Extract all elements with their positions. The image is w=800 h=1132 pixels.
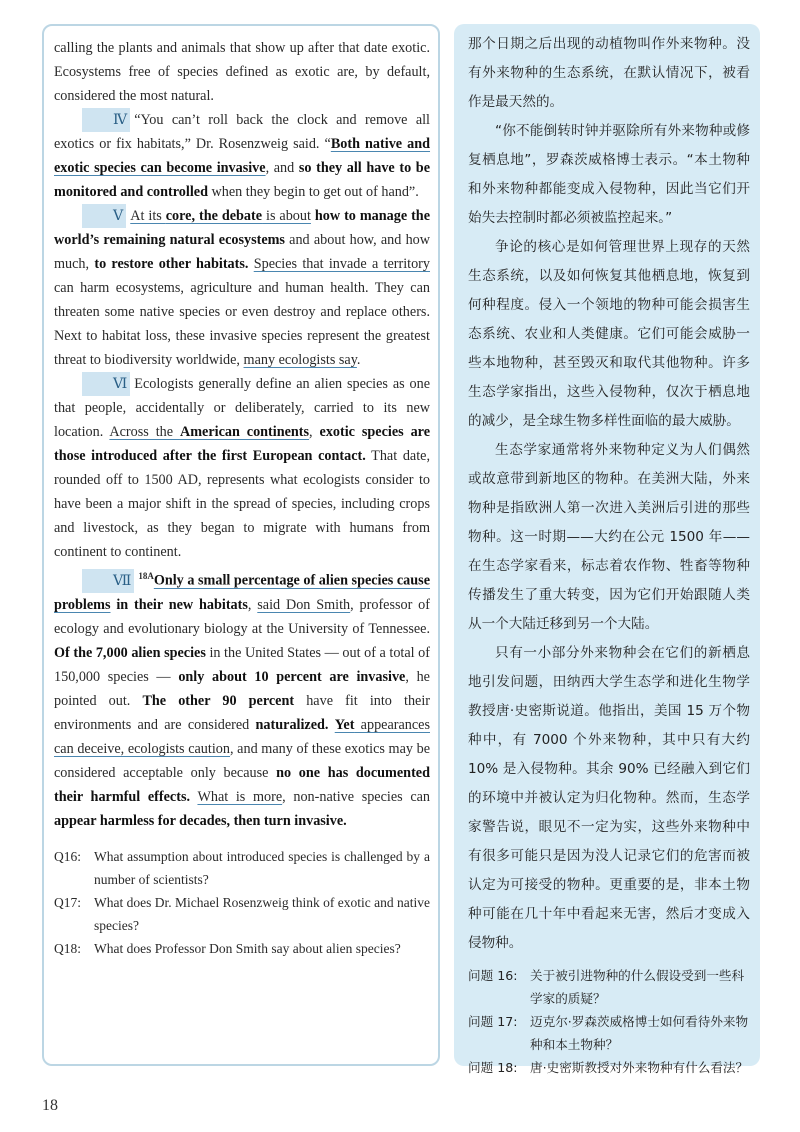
key-phrase: how to manage the world’s remaining natural ecosystems: [54, 208, 430, 248]
question-number: 问题 16:: [468, 968, 518, 983]
question-text: 迈克尔·罗森茨威格博士如何看待外来物种和本土物种？: [530, 1014, 749, 1052]
paragraph-number: Ⅴ: [82, 204, 126, 228]
question-item: [54, 937, 430, 960]
paragraph-text: calling the plants and animals that show up after that date exotic. Ecosystems free of species defined as exotic are, by default, considered the most natural.: [54, 40, 430, 104]
question-item: [468, 964, 750, 1010]
key-phrase: to restore other habitats.: [94, 256, 249, 272]
question-text: 唐·史密斯教授对外来物种有什么看法？: [530, 1060, 749, 1075]
translation-paragraph: 那个日期之后出现的动植物叫作外来物种。没有外来物种的生态系统，在默认情况下，被看作是最天然的。: [468, 36, 750, 110]
question-item: [54, 891, 430, 937]
paragraph-continued: [54, 36, 430, 108]
translated-question-list: [468, 964, 750, 1079]
translation-paragraph: 只有一小部分外来物种会在它们的新栖息地引发问题，田纳西大学生态学和进化生物学教授唐·史密斯说道。他指出，美国 15 万个物种中，有 7000 个外来物种，其中只有大约 10% 是入侵物种。其余 90% 已经融入到它们的环境中并被认定为归化物种。然而，生态学家警告说，眼见不一定为实，这些外来物种中有很多可能只是因为没人记录它们的危害而被认定为可接受的物种。更重要的是，非本土物种可能在几十年中看起来无害，然后才变成入侵物种。: [468, 645, 750, 951]
key-phrase: so they all have to be monitored and controlled: [54, 160, 430, 200]
question-number: Q17:: [54, 894, 81, 910]
translation-paragraph: “你不能倒转时钟并驱除所有外来物种或修复栖息地”，罗森茨威格博士表示。“本土物种和外来物种都能变成入侵物种，因此当它们开始失去控制时都必须被监控起来。”: [468, 123, 750, 226]
question-number: Q16:: [54, 848, 81, 864]
underlined-phrase: said Don Smith: [257, 596, 351, 613]
question-number: 问题 18:: [468, 1060, 518, 1075]
answer-marker: 18A: [138, 571, 154, 581]
paragraph-number: Ⅳ: [82, 108, 130, 132]
paragraph-6: Ⅵ Ecologists generally define an alien species as one that people, accidentally or deliberately, carried to its new location. Across the American continents, exotic species are those introduced after the first European contact. That date, rounded off to 1500 AD, represents what ecologists consider to have been a major shift in the spread of species, including crops and livestock, as they began to migrate with humans from continent to continent.: [54, 372, 430, 564]
underlined-phrase: What is more: [197, 788, 283, 805]
paragraph-5: Ⅴ At its core, the debate is about how to manage the world’s remaining natural ecosystems and about how, and how much, to restore other habitats. Species that invade a territory can harm ecosystems, agriculture and human health. They can threaten some native species or even destroy and replace others. Next to habitat loss, these invasive species represent the greatest threat to biodiversity worldwide, many ecologists say.: [54, 204, 430, 372]
question-list: [54, 845, 430, 960]
translation-paragraph: 生态学家通常将外来物种定义为人们偶然或故意带到新地区的物种。在美洲大陆，外来物种是指欧洲人第一次进入美洲后引进的那些物种。这一时期——大约在公元 1500 年——在生态学家看来，标志着农作物、牲畜等物种传播发生了重大转变，因为它们开始跟随人类从一个大陆迁移到另一个大陆。: [468, 442, 750, 632]
question-text: What does Professor Don Smith say about alien species?: [94, 940, 401, 956]
question-number: 问题 17:: [468, 1014, 518, 1029]
question-text: What assumption about introduced species is challenged by a number of scientists?: [94, 848, 430, 887]
question-item: [54, 845, 430, 891]
question-item: [468, 1056, 750, 1079]
english-text-column: [42, 24, 440, 1066]
translation-paragraph: 争论的核心是如何管理世界上现存的天然生态系统，以及如何恢复其他栖息地，恢复到何种程度。侵入一个领地的物种可能会损害生态系统、农业和人类健康。它们可能会威胁一些本地物种，甚至毁灭和取代其他物种。许多生态学家指出，这些入侵物种，仅次于栖息地的减少，是全球生物多样性面临的最大威胁。: [468, 239, 750, 429]
key-phrase: core, the debate: [165, 208, 263, 224]
key-phrase: Only a small percentage of alien species cause problems: [54, 572, 430, 613]
paragraph-number: Ⅵ: [82, 372, 130, 396]
paragraph-7: Ⅶ $^{18A}$Only a small percentage of alien species cause problems in their new habitats, said Don Smith, professor of ecology and evolutionary biology at the University of Tennessee. Of the 7,000 alien species in the United States — out of a total of 150,000 species — only about 10 percent are invasive, he pointed out. The other 90 percent have fit into their environments and are considered naturalized. Yet appearances can deceive, ecologists caution, and many of these exotics may be considered acceptable only because no one has documented their harmful effects. What is more, non-native species can appear harmless for decades, then turn invasive.: [54, 564, 430, 833]
underlined-phrase: appearances can deceive, ecologists caution: [54, 716, 430, 757]
key-phrase: American continents: [179, 424, 310, 440]
question-item: [468, 1010, 750, 1056]
key-phrase: Both native and exotic species can become invasive: [54, 136, 431, 176]
key-phrase: exotic species are those introduced after the first European contact.: [54, 424, 430, 464]
chinese-translation-column: [454, 24, 760, 1075]
question-number: Q18:: [54, 940, 81, 956]
question-text: What does Dr. Michael Rosenzweig think of exotic and native species?: [94, 894, 430, 933]
page-number: 18: [42, 1097, 58, 1114]
underlined-phrase: many ecologists say: [243, 352, 357, 368]
underlined-phrase: Species that invade a territory: [253, 256, 430, 272]
paragraph-number: Ⅶ: [82, 569, 134, 593]
question-text: 关于被引进物种的什么假设受到一些科学家的质疑？: [530, 968, 745, 1006]
paragraph-4: Ⅳ “You can’t roll back the clock and remove all exotics or fix habitats,” Dr. Rosenzweig said. “Both native and exotic species can become invasive, and so they all have to be monitored and controlled when they begin to get out of hand”.: [54, 108, 430, 204]
